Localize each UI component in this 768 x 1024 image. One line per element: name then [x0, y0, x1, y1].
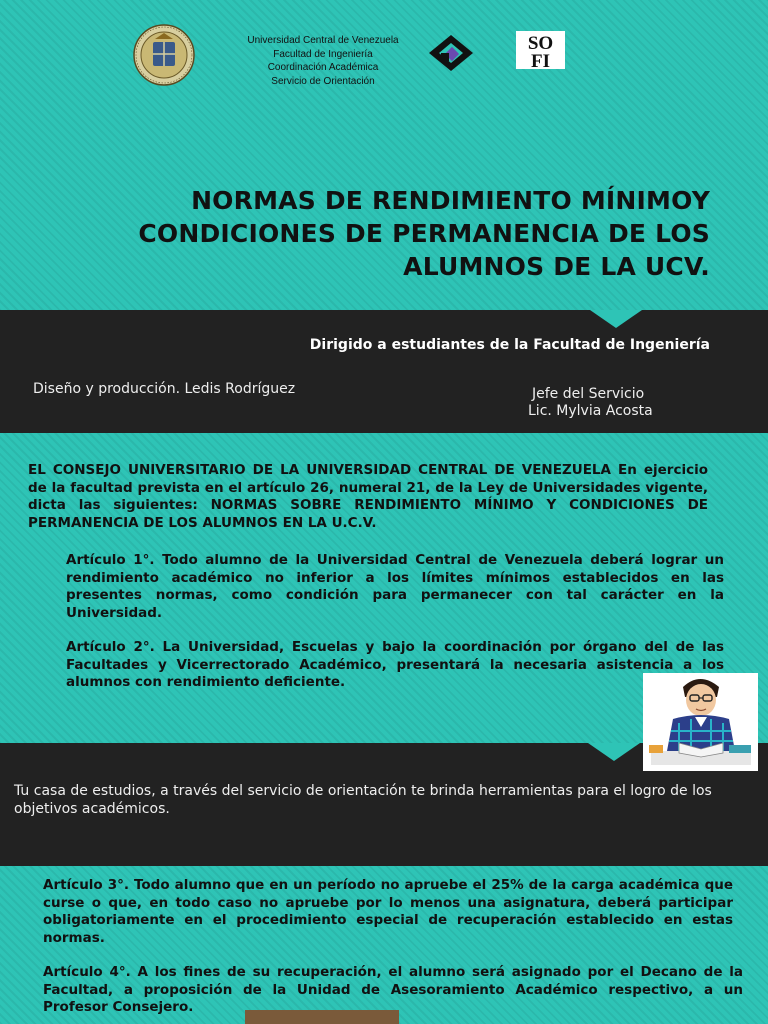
chief-role: Jefe del Servicio	[532, 386, 645, 402]
service-chief	[528, 386, 653, 420]
header-line-service: Servicio de Orientación	[271, 75, 375, 87]
title-line-3: ALUMNOS DE LA UCV.	[403, 252, 710, 281]
article-2: Artículo 2°. La Universidad, Escuelas y bajo la coordinación por órgano del de las Facultades y Vicerrectorado Académico, presentará la necesaria asistencia a los alumnos con rendimiento deficiente.	[66, 639, 724, 690]
title-line-2: CONDICIONES DE PERMANENCIA DE LOS	[138, 219, 710, 248]
sofi-logo	[516, 31, 565, 69]
student-illustration	[643, 673, 758, 779]
header-line-faculty: Facultad de Ingeniería	[273, 48, 373, 60]
institution-header	[232, 34, 414, 88]
article-1: Artículo 1°. Todo alumno de la Universidad Central de Venezuela deberá lograr un rendimiento académico no inferior a los límites mínimos establecidos en las presentes normas, como condición para permanecer con tal carácter en la Universidad.	[66, 552, 724, 621]
intro-paragraph: EL CONSEJO UNIVERSITARIO DE LA UNIVERSIDAD CENTRAL DE VENEZUELA En ejercicio de la facultad prevista en el artículo 26, numeral 21, de la Ley de Universidades vigente, dicta las siguientes: NORMAS SOBRE RENDIMIENTO MÍNIMO Y CONDICIONES DE PERMANENCIA DE LOS ALUMNOS EN LA U.C.V.	[28, 462, 708, 531]
article-3: Artículo 3°. Todo alumno que en un período no apruebe el 25% de la carga académica que curse o que, en todo caso no apruebe por lo menos una asignatura, deberá participar obligatoriamente en el procedimiento especial de recuperación establecido en estas normas.	[43, 877, 733, 946]
document-title	[90, 184, 710, 283]
header-line-coordination: Coordinación Académica	[267, 62, 379, 73]
sofi-bottom-letters: FI	[531, 51, 550, 69]
engineering-faculty-logo	[427, 33, 475, 73]
sofi-top-letters: SO	[527, 33, 554, 54]
bottom-photo-partial	[245, 1010, 399, 1024]
audience-subtitle: Dirigido a estudiantes de la Facultad de Ingeniería	[309, 337, 710, 353]
title-line-1: NORMAS DE RENDIMIENTO MÍNIMOY	[191, 186, 710, 215]
design-credit: Diseño y producción. Ledis Rodríguez	[33, 381, 296, 397]
article-4: Artículo 4°. A los fines de su recuperación, el alumno será asignado por el Decano de la Facultad, a proposición de la Unidad de Asesoramiento Académico respectivo, a un Profesor Consejero.	[43, 964, 743, 1015]
sofi-logo-mark	[516, 31, 565, 69]
student-studying-image	[643, 673, 758, 779]
band-notch-bottom	[588, 743, 640, 761]
band-notch-top	[590, 310, 642, 328]
header-line-university: Universidad Central de Venezuela	[247, 35, 399, 46]
chief-name: Lic. Mylvia Acosta	[528, 403, 653, 419]
dark-band-top	[0, 310, 768, 433]
ucv-seal-logo	[133, 24, 195, 86]
orientation-message: Tu casa de estudios, a través del servicio de orientación te brinda herramientas para el logro de los objetivos académicos.	[14, 783, 712, 817]
